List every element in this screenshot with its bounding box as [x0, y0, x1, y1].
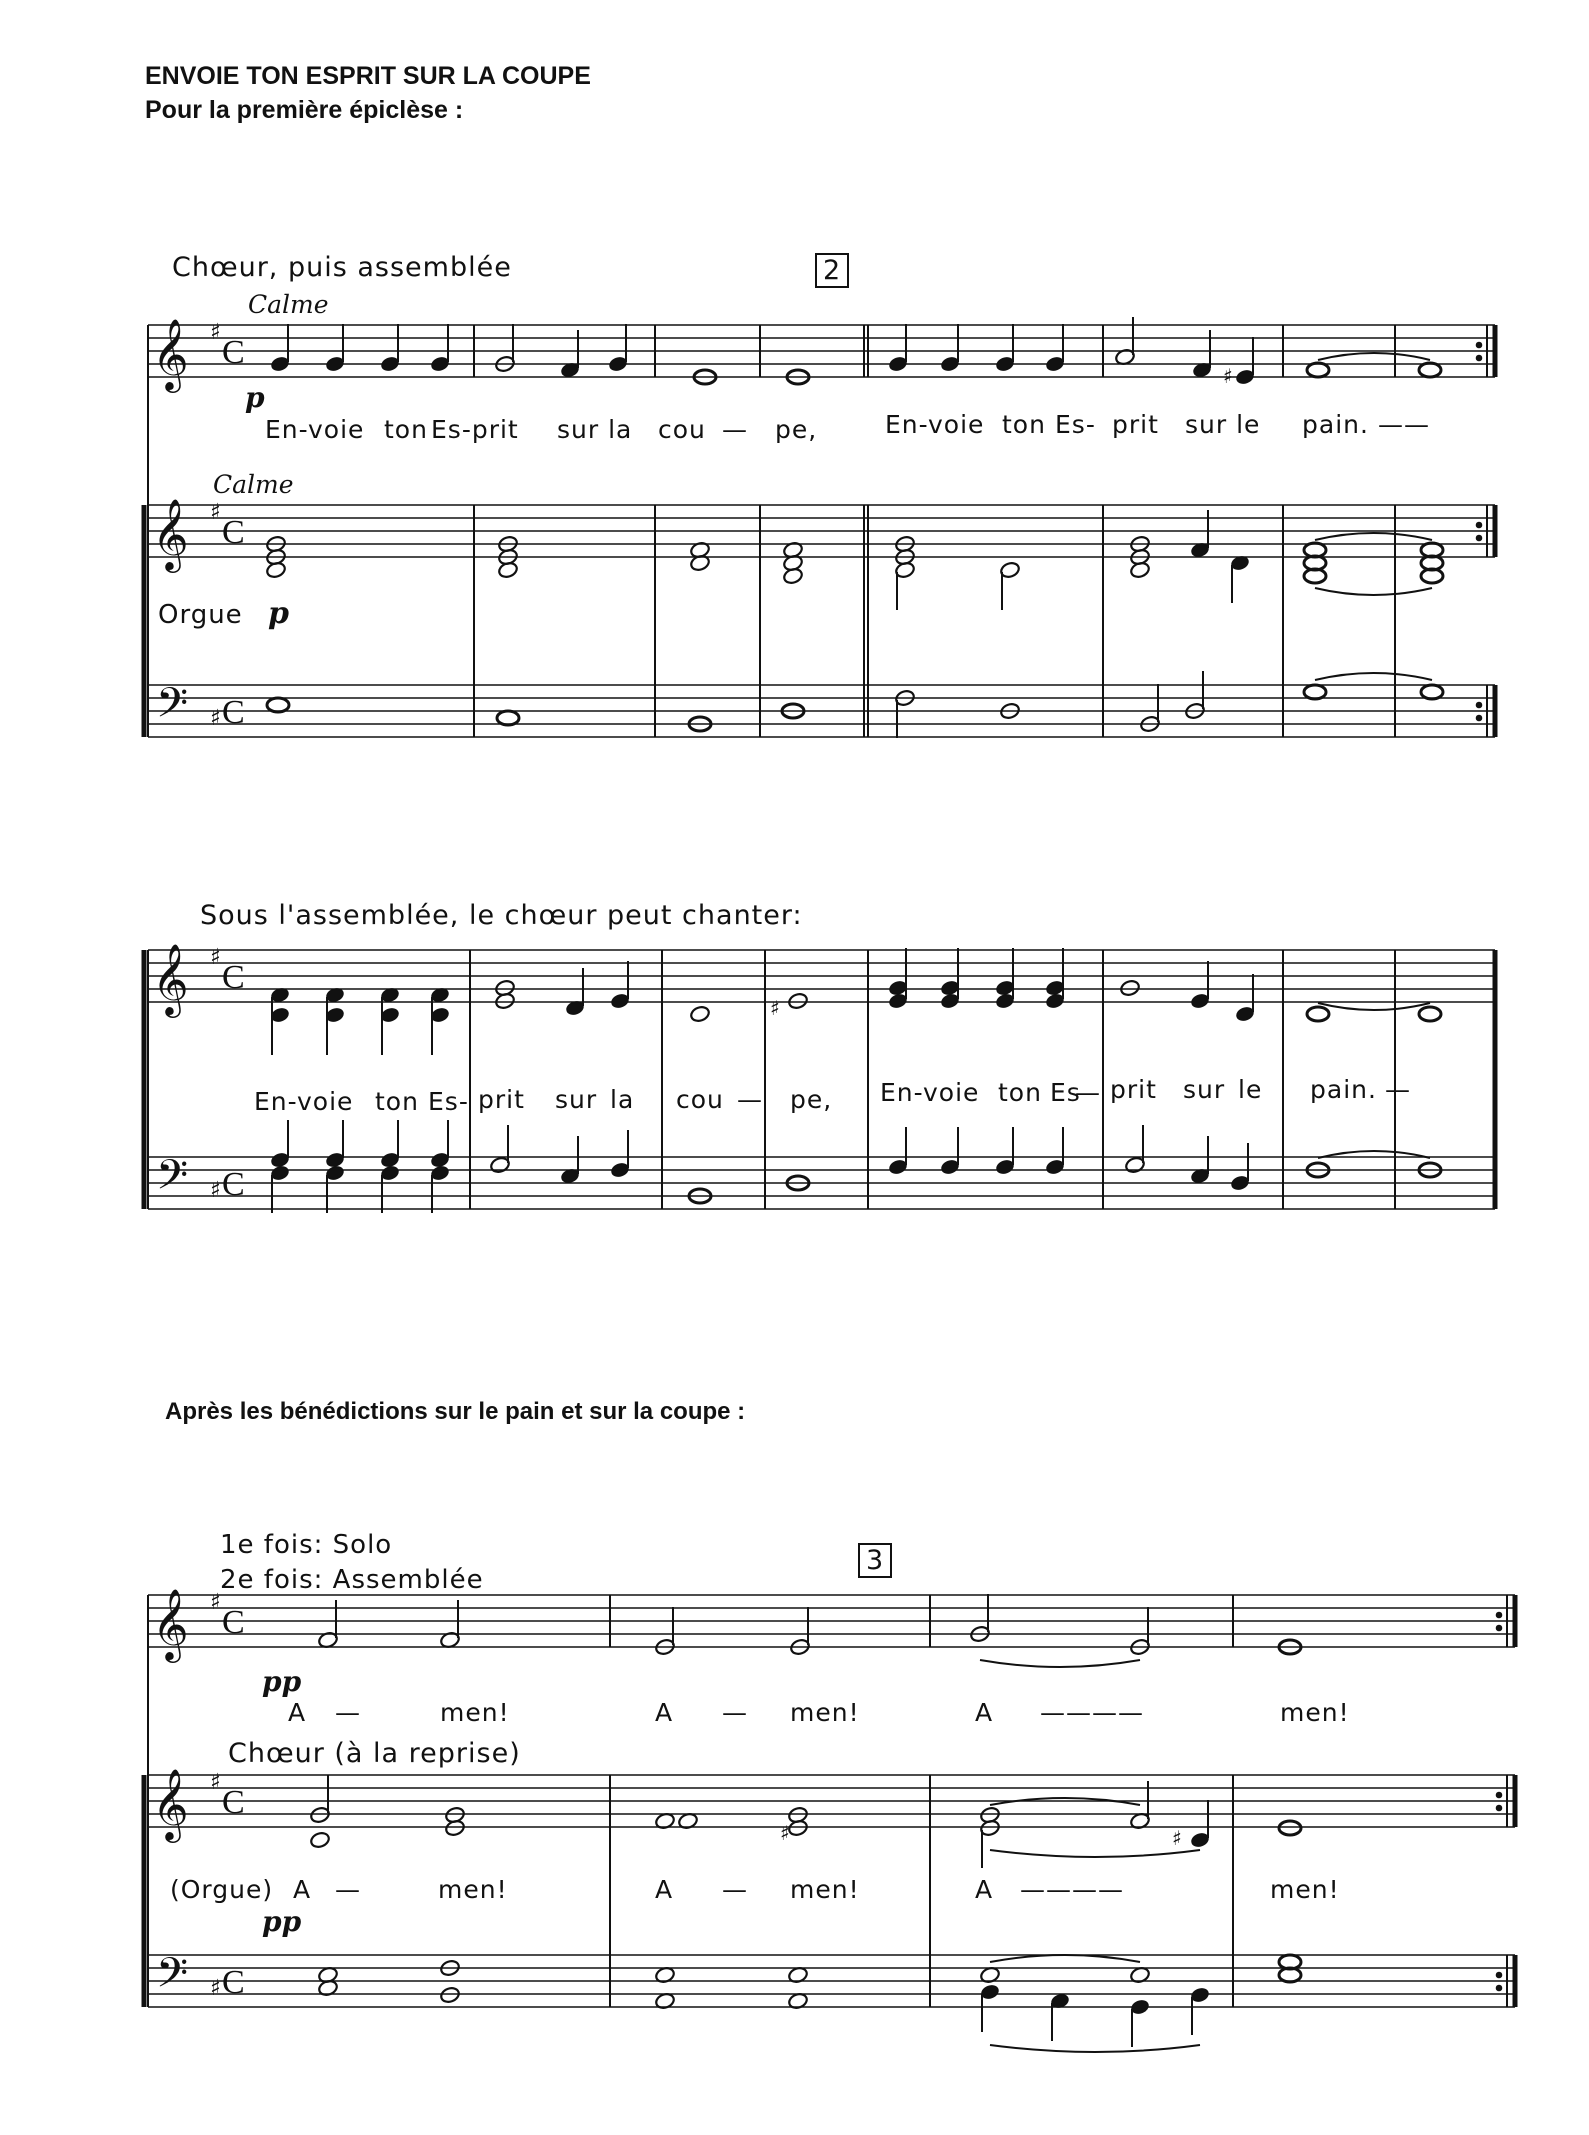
common-time-icon: C — [222, 1604, 245, 1641]
sharp-icon: ♯ — [210, 500, 221, 525]
common-time-icon: C — [222, 514, 245, 551]
half-note — [782, 567, 803, 585]
lyric-syllable: cou — [676, 1085, 724, 1114]
treble-clef-icon: 𝄞 — [152, 317, 189, 390]
half-note — [494, 992, 515, 1010]
lyric-syllable: sur la — [557, 415, 633, 444]
repeat-dot — [1476, 522, 1482, 528]
repeat-dot — [1476, 715, 1482, 721]
tie — [990, 1850, 1200, 1857]
sharp-icon: ♯ — [210, 945, 221, 970]
lyric-syllable: la — [610, 1085, 635, 1114]
repeat-dot — [1496, 1985, 1502, 1991]
repeat-dot — [1476, 342, 1482, 348]
bass-clef-icon: 𝄢 — [156, 1151, 189, 1209]
half-note — [439, 1986, 460, 2004]
sharp-icon: ♯ — [780, 1821, 790, 1845]
lyric-syllable: sur le — [1185, 410, 1261, 439]
lyric-syllable: Es- — [1055, 410, 1096, 439]
page-subtitle: Pour la première épiclèse : — [145, 96, 464, 124]
choir-bass-staff — [148, 1157, 1495, 1209]
lyric-syllable: prit — [1112, 410, 1159, 439]
first-time-label: 1e fois: Solo — [220, 1530, 393, 1560]
repeat-dot — [1496, 1612, 1502, 1618]
repeat-dot — [1476, 702, 1482, 708]
section2-instruction: Sous l'assemblée, le chœur peut chanter: — [200, 900, 803, 931]
common-time-icon: C — [222, 1964, 245, 2001]
section3-heading: Après les bénédictions sur le pain et sur la coupe : — [165, 1398, 746, 1425]
lyric-syllable: — — [335, 1698, 361, 1727]
lyric-syllable: A — [655, 1698, 674, 1727]
lyric-syllable: En-voie — [880, 1078, 980, 1107]
half-note — [1119, 979, 1140, 997]
lyric-syllable: sur — [1183, 1075, 1226, 1104]
tie — [990, 1955, 1140, 1962]
lyric-syllable: sur — [555, 1085, 598, 1114]
half-note — [787, 1819, 808, 1837]
lyric-syllable: A — [288, 1698, 307, 1727]
lyric-syllable: Es — [1050, 1078, 1081, 1107]
half-note — [309, 1831, 330, 1849]
half-note — [787, 992, 808, 1010]
whole-note — [1419, 1007, 1441, 1021]
lyric-syllable: — — [1385, 1075, 1411, 1104]
lyric-syllable: Es-prit — [431, 415, 519, 444]
lyric-syllable: men! — [438, 1875, 508, 1904]
common-time-icon: C — [222, 334, 245, 371]
lyric-syllable: ton — [998, 1078, 1042, 1107]
lyric-syllable: men! — [790, 1875, 860, 1904]
sharp-icon: ♯ — [1223, 364, 1233, 388]
lyric-syllable: En-voie — [885, 410, 985, 439]
organ-label: Orgue — [158, 600, 243, 630]
lyric-syllable: — — [335, 1875, 361, 1904]
organ-bass-staff-3 — [148, 1955, 1515, 2007]
whole-note — [1307, 1007, 1329, 1021]
whole-note — [1279, 1821, 1301, 1835]
repeat-dot — [1496, 1805, 1502, 1811]
lyric-syllable: — — [722, 1698, 748, 1727]
dynamic-pp-voice: pp — [262, 1665, 302, 1698]
choir-treble-staff — [148, 950, 1495, 1002]
performer-label: Chœur, puis assemblée — [172, 252, 512, 283]
solo-staff — [148, 1595, 1515, 1647]
lyric-syllable: pe, — [775, 415, 818, 444]
lyric-syllable: cou — [658, 415, 706, 444]
whole-note — [1304, 685, 1326, 699]
half-note — [689, 1005, 710, 1023]
tempo-marking-organ: Calme — [213, 470, 294, 499]
lyric-syllable: men! — [1270, 1875, 1340, 1904]
organ-label-parenthesized: (Orgue) — [170, 1875, 274, 1904]
whole-note — [497, 711, 519, 725]
common-time-icon: C — [222, 1166, 245, 1203]
treble-clef-icon: 𝄞 — [152, 497, 189, 570]
lyric-syllable: men! — [790, 1698, 860, 1727]
lyric-syllable: men! — [440, 1698, 510, 1727]
lyric-syllable: le — [1238, 1075, 1263, 1104]
bass-clef-icon: 𝄢 — [156, 679, 189, 737]
half-note — [497, 561, 518, 579]
lyric-syllable: ———— — [1040, 1698, 1144, 1727]
common-time-icon: C — [222, 959, 245, 996]
sharp-icon: ♯ — [210, 320, 221, 345]
repeat-dot — [1476, 535, 1482, 541]
sharp-icon: ♯ — [1172, 1826, 1182, 1850]
tie — [1318, 353, 1430, 360]
lyric-syllable: pe, — [790, 1085, 833, 1114]
second-time-label: 2e fois: Assemblée — [220, 1565, 484, 1595]
tie — [1318, 1003, 1430, 1010]
lyric-syllable: ton — [1002, 410, 1046, 439]
lyric-syllable: Es- — [428, 1087, 469, 1116]
treble-clef-icon: 𝄞 — [152, 942, 189, 1015]
lyric-syllable: men! — [1280, 1698, 1350, 1727]
lyric-syllable: pain. — [1310, 1075, 1377, 1104]
lyric-syllable: En-voie — [254, 1087, 354, 1116]
sharp-icon: ♯ — [210, 1976, 221, 2001]
lyric-syllable: — — [722, 1875, 748, 1904]
lyric-syllable: — — [722, 415, 748, 444]
tempo-marking-voice: Calme — [248, 290, 329, 319]
lyric-syllable: — — [737, 1085, 763, 1114]
dynamic-p-voice: p — [245, 381, 265, 414]
half-note — [1129, 561, 1150, 579]
lyric-syllable: prit — [1110, 1075, 1157, 1104]
lyric-syllable: pain. — [1302, 410, 1369, 439]
lyric-syllable: ton — [384, 415, 428, 444]
lyric-syllable: A — [975, 1698, 994, 1727]
whole-note — [267, 698, 289, 712]
dynamic-p-organ: p — [268, 596, 289, 631]
rehearsal-mark-2: 2 — [815, 255, 849, 286]
organ-treble-staff — [148, 505, 1495, 557]
tie — [990, 2045, 1200, 2052]
common-time-icon: C — [222, 694, 245, 731]
lyric-syllable: A — [655, 1875, 674, 1904]
treble-clef-icon: 𝄞 — [152, 1767, 189, 1840]
lyric-syllable: —— — [1378, 410, 1430, 439]
bass-clef-icon: 𝄢 — [156, 1949, 189, 2007]
lyric-syllable: — — [1075, 1078, 1101, 1107]
repeat-dot — [1476, 355, 1482, 361]
choir-label: Chœur (à la reprise) — [228, 1738, 521, 1769]
repeat-dot — [1496, 1625, 1502, 1631]
whole-note — [1307, 363, 1329, 377]
voice-staff — [148, 325, 1495, 377]
repeat-dot — [1496, 1972, 1502, 1978]
lyric-syllable: A — [975, 1875, 994, 1904]
organ-bass-staff — [148, 685, 1495, 737]
lyric-syllable: En-voie — [265, 415, 365, 444]
treble-clef-icon: 𝄞 — [152, 1587, 189, 1660]
half-note — [444, 1819, 465, 1837]
sharp-icon: ♯ — [770, 996, 780, 1020]
lyric-syllable: A — [293, 1875, 312, 1904]
tie — [980, 1660, 1140, 1667]
lyric-syllable: ton — [375, 1087, 419, 1116]
sharp-icon: ♯ — [210, 1590, 221, 1615]
repeat-dot — [1496, 1792, 1502, 1798]
choir-staff-treble — [148, 1775, 1515, 1827]
rehearsal-mark-3: 3 — [858, 1545, 892, 1576]
dynamic-pp-organ: pp — [262, 1905, 302, 1938]
common-time-icon: C — [222, 1784, 245, 1821]
whole-note — [1419, 363, 1441, 377]
page-title: ENVOIE TON ESPRIT SUR LA COUPE — [145, 62, 591, 90]
half-note — [265, 561, 286, 579]
tie — [1315, 588, 1432, 595]
lyric-syllable: ———— — [1020, 1875, 1124, 1904]
whole-note — [1421, 685, 1443, 699]
sharp-icon: ♯ — [210, 706, 221, 731]
tie — [1315, 533, 1432, 540]
tie — [1315, 673, 1432, 680]
sharp-icon: ♯ — [210, 1178, 221, 1203]
sharp-icon: ♯ — [210, 1770, 221, 1795]
lyric-syllable: prit — [478, 1085, 525, 1114]
